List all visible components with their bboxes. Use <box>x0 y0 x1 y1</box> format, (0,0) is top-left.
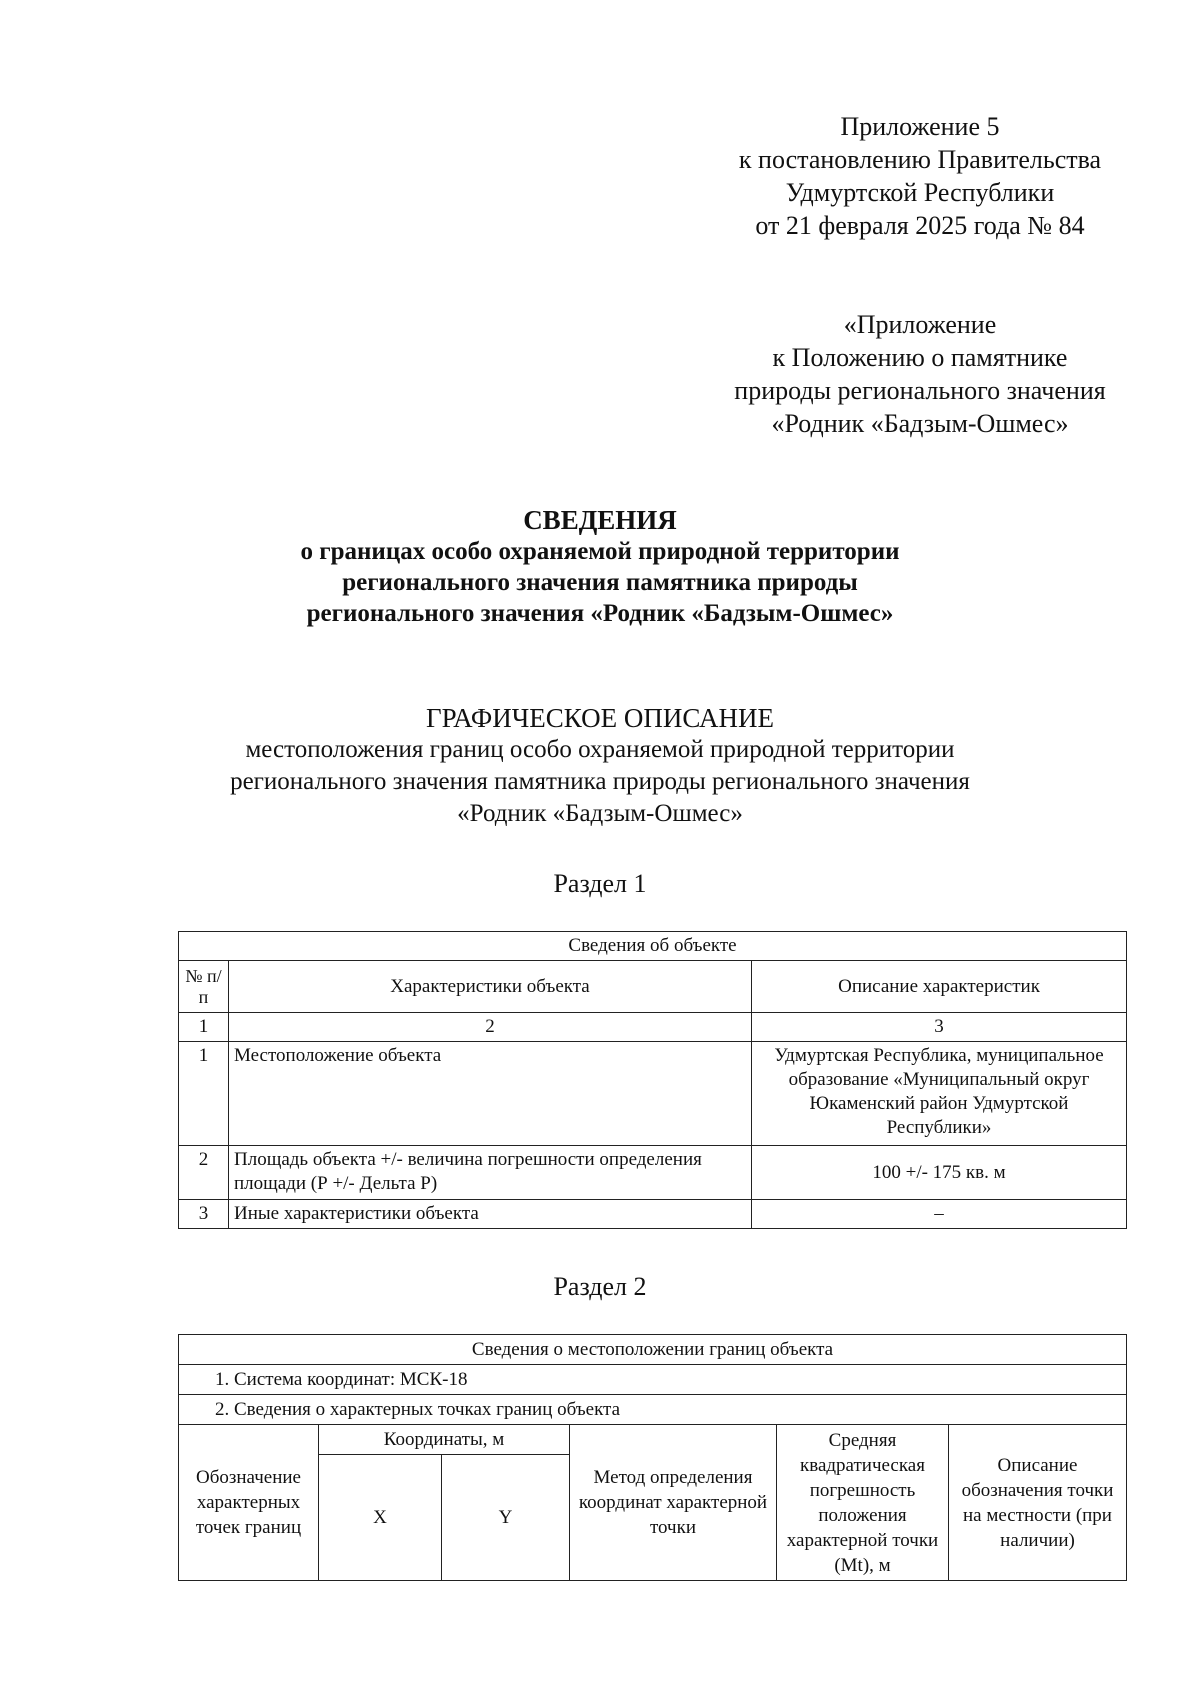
header-y: Y <box>442 1455 570 1581</box>
object-info-table <box>178 931 1127 1229</box>
document-title <box>0 505 1200 629</box>
title-line: регионального значения «Родник «Бадзым-Ошмес» <box>306 600 894 627</box>
header-x: X <box>319 1455 442 1581</box>
sub-appendix-line: к Положению о памятнике <box>772 343 1068 372</box>
row-desc: – <box>752 1200 1127 1229</box>
row-char: Иные характеристики объекта <box>229 1200 752 1229</box>
row-num: 2 <box>179 1146 229 1200</box>
title-line: регионального значения памятника природы <box>342 569 858 596</box>
row-desc: Удмуртская Республика, муниципальное образование «Муниципальный округ Юкаменский район Удмуртской Республики» <box>752 1042 1127 1146</box>
header-method: Метод определения координат характерной точки <box>570 1425 777 1581</box>
title-line: о границах особо охраняемой природной территории <box>300 538 900 565</box>
section2-title: Раздел 2 <box>553 1272 647 1301</box>
graphic-line: регионального значения памятника природы регионального значения <box>230 768 970 795</box>
index-cell: 2 <box>229 1013 752 1042</box>
appendix-line: к постановлению Правительства <box>738 145 1102 174</box>
header-coords: Координаты, м <box>319 1425 570 1455</box>
graphic-line: ГРАФИЧЕСКОЕ ОПИСАНИЕ <box>425 703 775 733</box>
title-line: СВЕДЕНИЯ <box>523 505 677 535</box>
graphic-description <box>0 702 1200 830</box>
boundary-info-table <box>178 1334 1127 1581</box>
row-char: Местоположение объекта <box>229 1042 752 1146</box>
graphic-line: местоположения границ особо охраняемой природной территории <box>245 736 955 763</box>
header-num: № п/п <box>179 961 229 1013</box>
index-cell: 3 <box>752 1013 1127 1042</box>
header-desc: Описание характеристик <box>752 961 1127 1013</box>
index-cell: 1 <box>179 1013 229 1042</box>
row-num: 3 <box>179 1200 229 1229</box>
table-caption: Сведения о местоположении границ объекта <box>179 1335 1127 1365</box>
header-mt: Средняя квадратическая погрешность положения характерной точки (Мt), м <box>777 1425 949 1581</box>
row-desc: 100 +/- 175 кв. м <box>752 1146 1127 1200</box>
table-caption: Сведения об объекте <box>179 932 1127 961</box>
sub-appendix-line: «Приложение <box>843 310 997 339</box>
coord-system-row: 1. Система координат: МСК-18 <box>179 1365 1127 1395</box>
appendix-header <box>700 110 1140 242</box>
sub-appendix-line: «Родник «Бадзым-Ошмес» <box>771 409 1069 438</box>
points-info-row: 2. Сведения о характерных точках границ объекта <box>179 1395 1127 1425</box>
header-point: Обозначение характерных точек границ <box>179 1425 319 1581</box>
header-desc: Описание обозначения точки на местности (при наличии) <box>949 1425 1127 1581</box>
sub-appendix-line: природы регионального значения <box>734 376 1106 405</box>
sub-appendix-header <box>700 308 1140 440</box>
appendix-line: Удмуртской Республики <box>785 178 1055 207</box>
row-num: 1 <box>179 1042 229 1146</box>
appendix-line: от 21 февраля 2025 года № 84 <box>755 211 1085 240</box>
appendix-line: Приложение 5 <box>840 112 1000 141</box>
header-char: Характеристики объекта <box>229 961 752 1013</box>
section1-title: Раздел 1 <box>553 869 647 898</box>
row-char: Площадь объекта +/- величина погрешности определения площади (Р +/- Дельта Р) <box>229 1146 752 1200</box>
graphic-line: «Родник «Бадзым-Ошмес» <box>457 800 743 827</box>
